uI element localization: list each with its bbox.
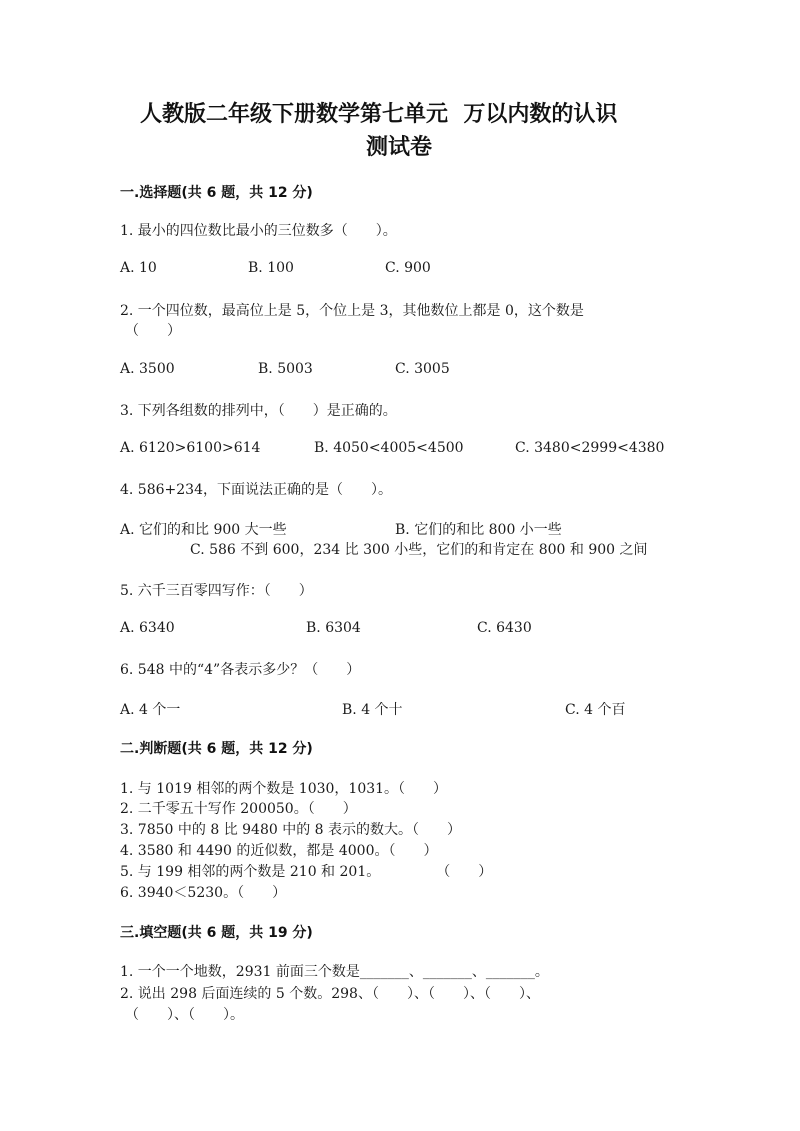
judge-item-1: 1. 与 1019 相邻的两个数是 1030，1031。（ ） (120, 781, 448, 797)
question-1-stem: 1. 最小的四位数比最小的三位数多（ ）。 (120, 223, 397, 239)
question-3-stem: 3. 下列各组数的排列中，（ ）是正确的。 (120, 403, 397, 419)
question-1-option-c: C. 900 (385, 260, 431, 276)
question-6-option-b: B. 4 个十 (342, 702, 403, 718)
question-3-option-a: A. 6120>6100>614 (120, 440, 261, 456)
fill-item-1: 1. 一个一个地数，2931 前面三个数是_______、_______、_______。 (120, 964, 549, 980)
question-4-stem: 4. 586+234，下面说法正确的是（ ）。 (120, 482, 392, 498)
question-2-option-b: B. 5003 (258, 361, 313, 377)
judge-item-2: 2. 二千零五十写作 200050。（ ） (120, 801, 357, 817)
question-6-option-c: C. 4 个百 (565, 702, 626, 718)
question-2-stem-cont: （ ） (125, 323, 181, 339)
question-4-option-a: A. 它们的和比 900 大一些 (120, 522, 287, 538)
judge-item-4: 4. 3580 和 4490 的近似数，都是 4000。（ ） (120, 843, 438, 859)
question-5-option-b: B. 6304 (306, 620, 361, 636)
question-5-stem: 5. 六千三百零四写作：（ ） (120, 583, 313, 599)
question-5-option-c: C. 6430 (477, 620, 532, 636)
question-2-option-a: A. 3500 (120, 361, 175, 377)
fill-item-2: 2. 说出 298 后面连续的 5 个数。298、（ ）、（ ）、（ ）、 (120, 986, 540, 1002)
judge-item-5: 5. 与 199 相邻的两个数是 210 和 201。 （ ） (120, 864, 493, 880)
page-title: 人教版二年级下册数学第七单元 万以内数的认识 (140, 102, 618, 127)
section-heading-fill: 三.填空题(共 6 题，共 19 分) (120, 925, 313, 941)
section-heading-judge: 二.判断题(共 6 题，共 12 分) (120, 741, 313, 757)
question-5-option-a: A. 6340 (120, 620, 175, 636)
question-4-option-c: C. 586 不到 600，234 比 300 小些，它们的和肯定在 800 和 900 之间 (190, 542, 648, 558)
question-6-option-a: A. 4 个一 (120, 702, 181, 718)
question-3-option-b: B. 4050<4005<4500 (314, 440, 464, 456)
question-3-option-c: C. 3480<2999<4380 (515, 440, 665, 456)
judge-item-6: 6. 3940＜5230。（ ） (120, 885, 287, 901)
section-heading-choice: 一.选择题(共 6 题，共 12 分) (120, 185, 313, 201)
fill-item-2-cont: （ ）、（ ）。 (125, 1007, 244, 1023)
question-2-option-c: C. 3005 (395, 361, 450, 377)
question-1-option-b: B. 100 (248, 260, 294, 276)
question-4-option-b: B. 它们的和比 800 小一些 (395, 522, 562, 538)
question-2-stem: 2. 一个四位数，最高位上是 5，个位上是 3，其他数位上都是 0，这个数是 (120, 303, 584, 319)
judge-item-3: 3. 7850 中的 8 比 9480 中的 8 表示的数大。（ ） (120, 822, 462, 838)
page-subtitle: 测试卷 (366, 135, 433, 160)
question-6-stem: 6. 548 中的“4”各表示多少？（ ） (120, 662, 361, 678)
question-1-option-a: A. 10 (120, 260, 157, 276)
